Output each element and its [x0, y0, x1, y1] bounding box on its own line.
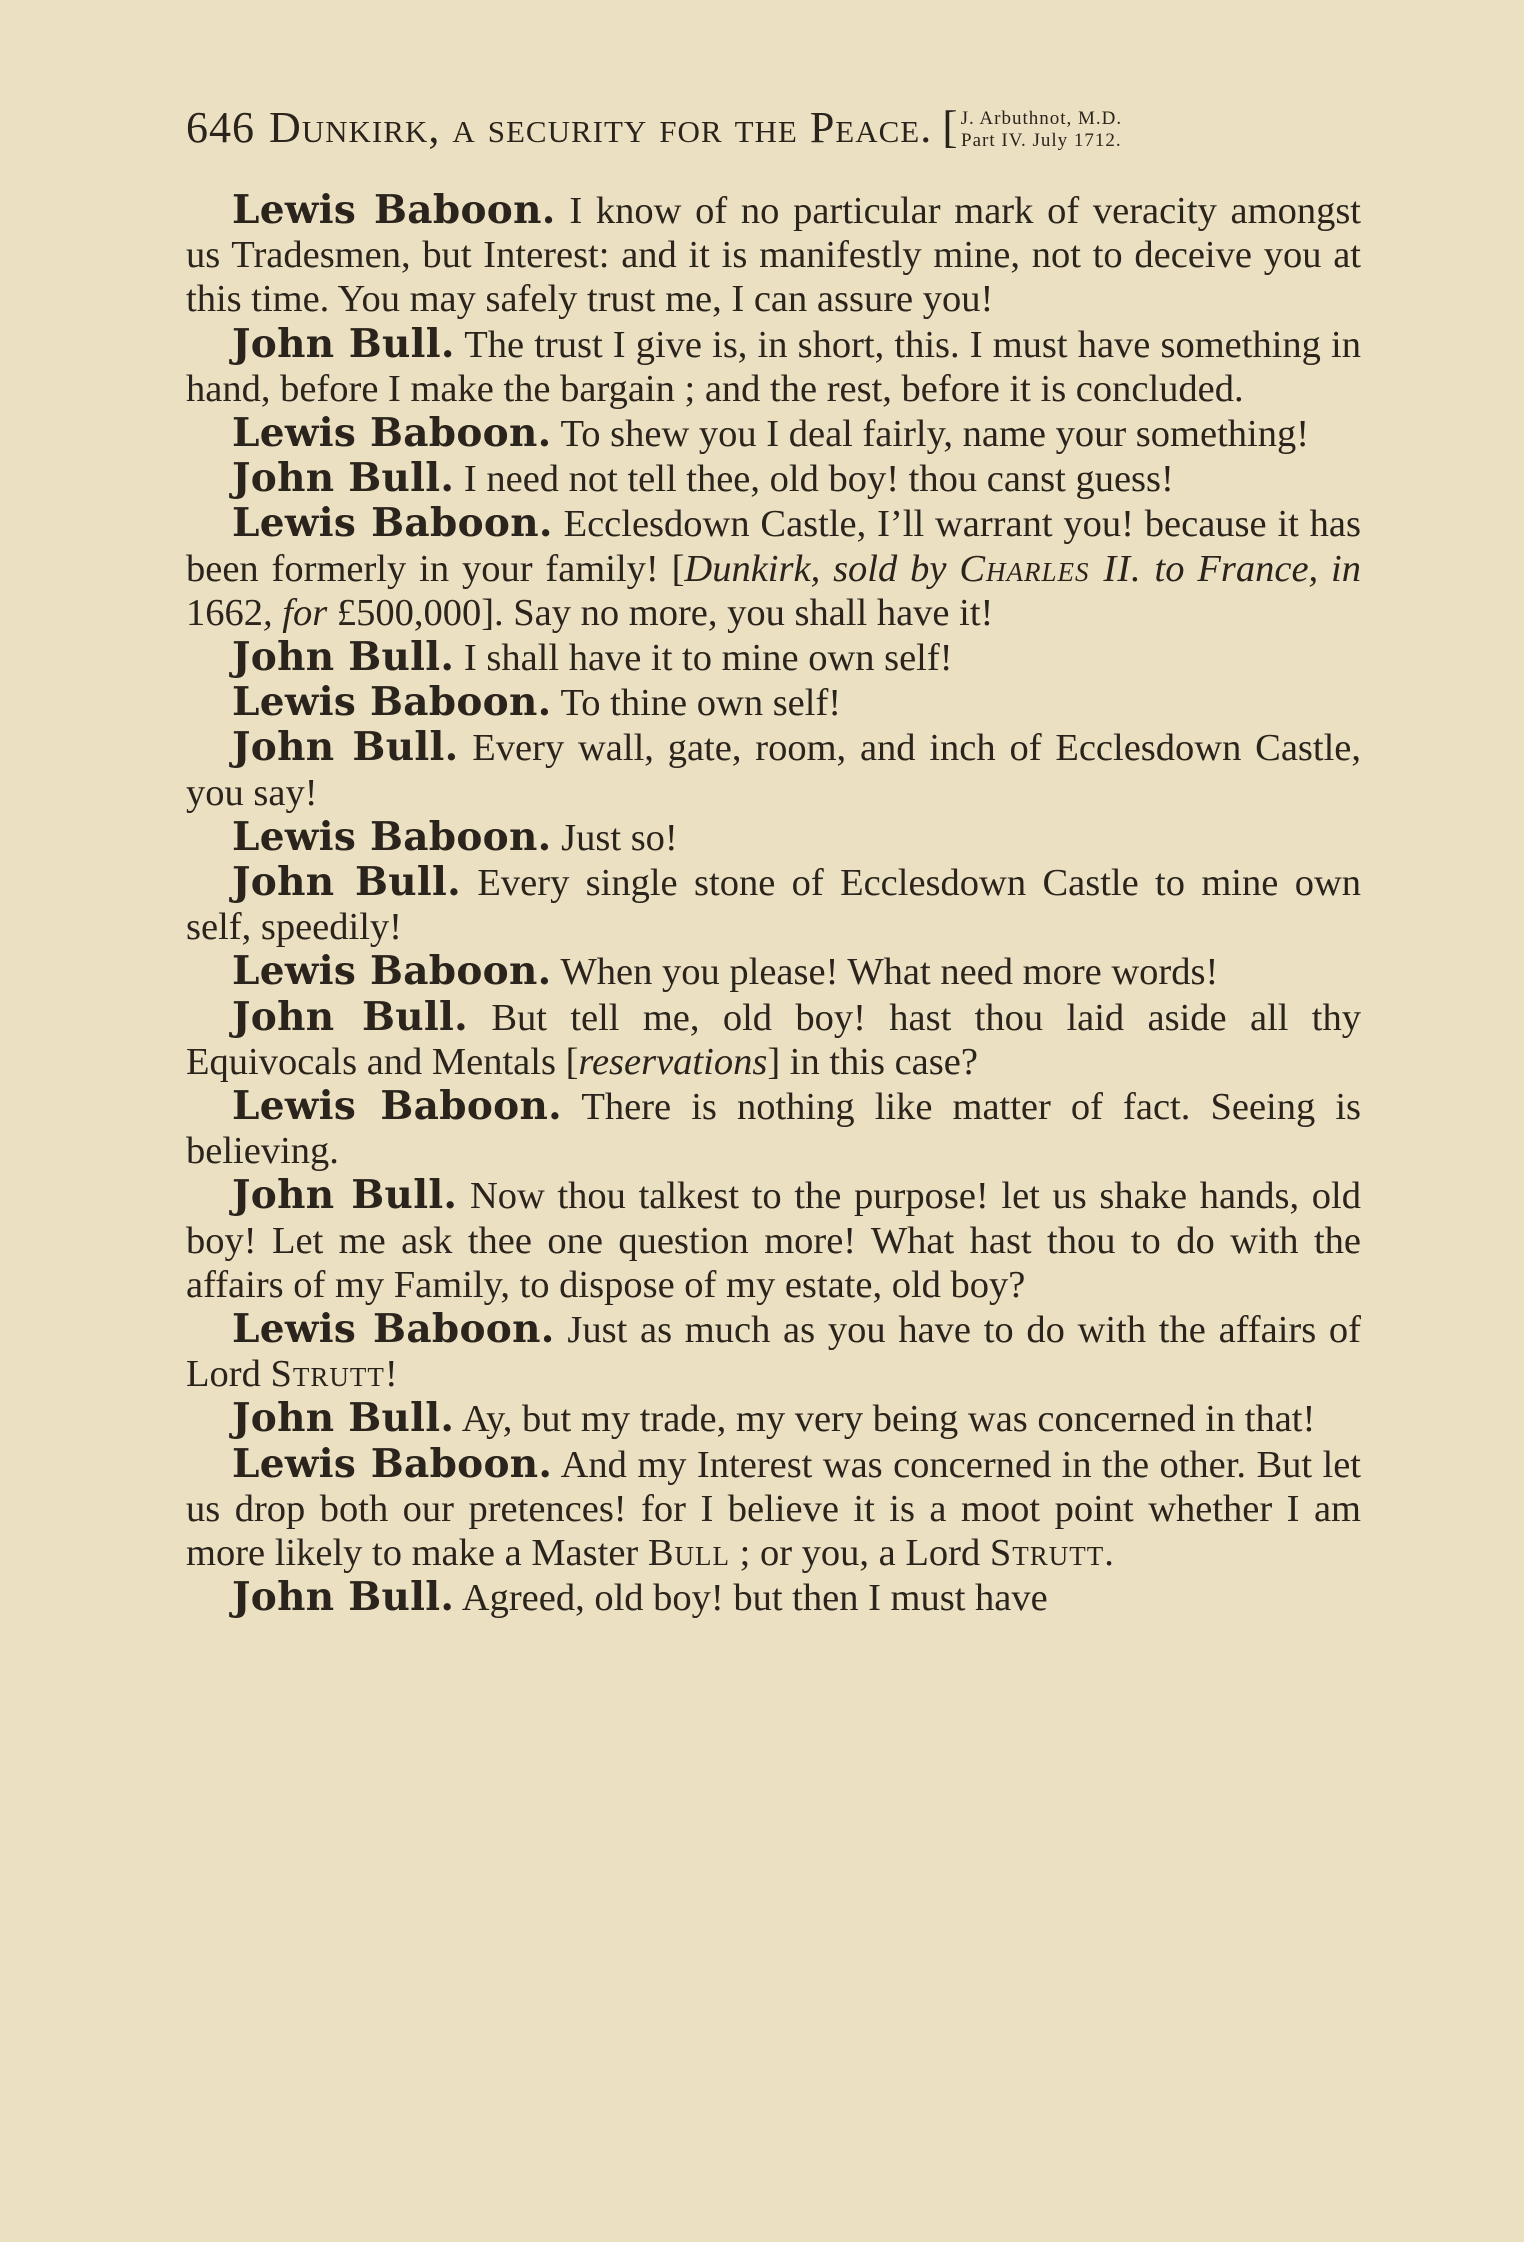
editorial-note-year: 1662 — [186, 591, 263, 634]
speech-text: And my Interest was concerned in the other. But let us drop both our pretences! for I believe it is a moot point whether I am more likely to make a Master — [186, 1443, 1361, 1575]
speech-text: Every single stone of Ecclesdown Castle to mine own self, speedily! — [186, 862, 1361, 949]
running-header — [186, 100, 1361, 160]
editorial-note: reservations — [578, 1040, 768, 1083]
speech-text: Every wall, gate, room, and inch of Ecclesdown Castle, you say! — [186, 727, 1362, 814]
dialogue-paragraph — [186, 1575, 1361, 1620]
speech-text: I know of no particular mark of veracity amongst us Tradesmen, but Interest: and it is manifestly mine, not to deceive you at this time. You may safely trust me, I can assure you! — [186, 190, 1361, 321]
dialogue-paragraph — [186, 501, 1361, 635]
speaker-name: John Bull. — [232, 1395, 455, 1442]
speech-text: Ecclesdown Castle, I’ll warrant you! because it has been formerly in your family! [ — [186, 503, 1361, 590]
speech-text: . — [1104, 1532, 1114, 1575]
editorial-note: to France, in — [1141, 547, 1361, 590]
dialogue-paragraph — [186, 1396, 1361, 1441]
speech-text: ! — [384, 1353, 398, 1396]
header-author: J. Arbuthnot, M.D. — [960, 108, 1123, 129]
speaker-name: Lewis Baboon. — [232, 1306, 555, 1353]
dialogue-paragraph — [186, 1173, 1361, 1307]
speaker-name: Lewis Baboon. — [232, 410, 552, 457]
speech-text: There is nothing like matter of fact. Seeing is believing. — [186, 1086, 1361, 1173]
name-smallcaps: Strutt — [270, 1353, 385, 1396]
header-bracket: [ — [942, 101, 959, 152]
dialogue-paragraph — [186, 680, 1361, 725]
editorial-note-name: Charles II. — [959, 547, 1142, 590]
name-smallcaps: Bull — [647, 1532, 731, 1575]
speaker-name: Lewis Baboon. — [232, 500, 553, 547]
speaker-name: John Bull. — [232, 455, 455, 502]
speaker-name: Lewis Baboon. — [232, 813, 552, 860]
speaker-name: Lewis Baboon. — [232, 679, 552, 726]
dialogue-paragraph — [186, 456, 1361, 501]
dialogue-paragraph — [186, 1307, 1361, 1396]
dialogue-paragraph — [186, 860, 1361, 949]
dialogue-paragraph — [186, 411, 1361, 456]
speech-text: Just so! — [551, 816, 678, 859]
speech-text: Agreed, old boy! but then I must have — [454, 1577, 1048, 1620]
speaker-name: John Bull. — [232, 1172, 458, 1219]
speaker-name: John Bull. — [232, 1574, 455, 1621]
speaker-name: Lewis Baboon. — [232, 948, 552, 995]
speech-text: Now thou talkest to the purpose! let us shake hands, old boy! Let me ask thee one question more! What hast thou to do with the affairs of my Family, to dispose of my estate, old boy? — [186, 1175, 1361, 1306]
speech-text: To shew you I deal fairly, name your something! — [551, 413, 1310, 456]
header-part-date: Part IV. July 1712. — [961, 130, 1122, 151]
speech-text: Just as much as you have to do with the affairs of Lord — [186, 1309, 1361, 1396]
speech-text: I shall have it to mine own self! — [454, 637, 953, 680]
dialogue-paragraph — [186, 1442, 1361, 1576]
editorial-note: Dunkirk, sold by — [684, 547, 960, 590]
name-smallcaps: Strutt — [989, 1532, 1105, 1575]
page-number: 646 — [186, 103, 255, 152]
editorial-note-amount: £500,000 — [336, 591, 482, 634]
dialogue-paragraph — [186, 725, 1361, 814]
running-title: Dunkirk, a security for the Peace. — [269, 103, 933, 152]
speech-text: ; or you, a Lord — [730, 1532, 990, 1575]
speaker-name: Lewis Baboon. — [232, 1083, 562, 1130]
dialogue-paragraph — [186, 949, 1361, 994]
dialogue-text — [186, 188, 1361, 1621]
speech-text: ]. Say no more, you shall have it! — [481, 591, 994, 634]
speaker-name: John Bull. — [232, 859, 462, 906]
speech-text: But tell me, old boy! hast thou laid aside all thy Equivocals and Mentals [ — [186, 996, 1361, 1083]
dialogue-paragraph — [186, 635, 1361, 680]
speech-text: The trust I give is, in short, this. I must have something in hand, before I make the bargain ; and the rest, before it is concluded. — [186, 323, 1361, 410]
dialogue-paragraph — [186, 1084, 1361, 1173]
speaker-name: John Bull. — [232, 320, 455, 367]
speech-text: ] in this case? — [767, 1040, 978, 1083]
dialogue-paragraph — [186, 995, 1361, 1084]
speaker-name: John Bull. — [232, 634, 455, 681]
speech-text: Ay, but my trade, my very being was concerned in that! — [454, 1398, 1316, 1441]
dialogue-paragraph — [186, 322, 1361, 411]
speech-text: When you please! What need more words! — [551, 951, 1219, 994]
speaker-name: John Bull. — [232, 724, 459, 771]
speaker-name: Lewis Baboon. — [232, 1440, 553, 1487]
header-attribution — [961, 108, 1123, 152]
speaker-name: Lewis Baboon. — [232, 187, 556, 233]
dialogue-paragraph — [186, 188, 1361, 322]
speech-text: To thine own self! — [551, 682, 842, 725]
editorial-note: , for — [263, 591, 337, 634]
speaker-name: John Bull. — [232, 993, 468, 1040]
dialogue-paragraph — [186, 815, 1361, 860]
speech-text: I need not tell thee, old boy! thou canst guess! — [454, 458, 1174, 501]
